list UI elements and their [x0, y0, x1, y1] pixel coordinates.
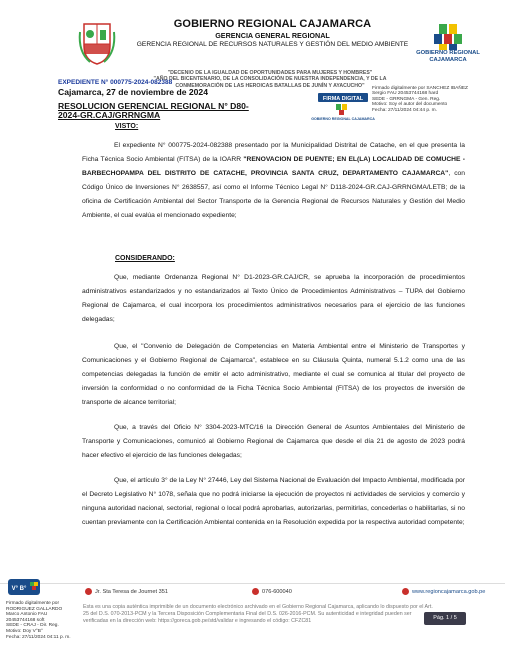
- signature-line-2: Sergio FAU 20453744168 hard: [372, 91, 439, 97]
- footer-divider: [0, 583, 505, 584]
- project-name: "RENOVACION DE PUENTE; EN EL(LA) LOCALIDAD DE COMUCHE - BARBECHOPAMPA DEL DISTRITO DE CATACHE, PROVINCIA SANTA CRUZ, DEPARTAMENTO CAJAMARCA": [82, 156, 465, 178]
- footer-website-text[interactable]: www.regioncajamarca.gob.pe: [412, 588, 486, 595]
- footer-phone: [252, 588, 292, 595]
- paragraph-visto: [82, 139, 465, 224]
- authenticity-note: Esta es una copia auténtica imprimible de un documento electrónico archivado en el Gobierno Regional Cajamarca, aplicando lo dispuesto por el Art. 25 del D.S. 070-2013-PCM y la Tercera Disposición Complementaria Final del D.S. 026-2016-PCM. Su autenticidad e integridad pueden ser verificadas en la dirección web: https://goreca.gob.pe/std/validar e ingresando el código: CFZC81: [83, 604, 433, 624]
- resolution-title: RESOLUCION GERENCIAL REGIONAL N° D80-2024-GR.CAJ/GRRNGMA: [58, 101, 249, 120]
- paragraph-oficio: [82, 421, 465, 463]
- decenio-line-2: "AÑO DEL BICENTENARIO, DE LA CONSOLIDACIÓN DE NUESTRA INDEPENDENCIA, Y DE LA: [153, 76, 387, 83]
- paragraph-visto-part-c: , con Código Único de Inversiones N° 2638557, así como el Informe Técnico Legal N° D118-2024-GR.CAJ-GRRNGMA/LETB; de la oficina de Certificación Ambiental del Sector Transporte de la Gerencia Regional de Recursos Naturales y Gestión del Medio Ambiente, el cual evalúa el mencionado expediente;: [82, 170, 465, 220]
- globe-icon: [402, 588, 409, 595]
- digital-signature-info: [372, 86, 487, 113]
- expediente-number: EXPEDIENTE N° 000775-2024-082388: [58, 79, 173, 86]
- signature-badge-text: FIRMA DIGITAL: [322, 96, 364, 102]
- location-icon: [85, 588, 92, 595]
- footer-phone-text: 076-600040: [262, 588, 292, 595]
- signature-line-5: Fecha: 27/11/2024 04:44 p. m.: [372, 107, 437, 113]
- phone-icon: [252, 588, 259, 595]
- secondary-signature-line-5: SEDE - CRAJ - Dir. Reg.: [6, 623, 59, 629]
- signature-line-3: SEDE - GRRNGMA - Gen. Reg.: [372, 96, 441, 102]
- letterhead-subtitle: GERENCIA GENERAL REGIONAL: [215, 31, 330, 40]
- letterhead-department: GERENCIA REGIONAL DE RECURSOS NATURALES Y GESTIÓN DEL MEDIO AMBIENTE: [136, 41, 409, 48]
- paragraph-ley-text: Que, el artículo 3° de la Ley N° 27446, Ley del Sistema Nacional de Evaluación del Impacto Ambiental, modificada por el Decreto Legislativo N° 1078, señala que no podrá iniciarse la ejecución de proyectos ni actividades de servicios y comercio y ninguna autoridad nacional, sectorial, regional o local podrá aprobarlas, autorizarlas, permitirlas, concederlas o habilitarlas, si no cuentan previamente con la Certificación Ambiental contenida en la Resolución expedida por la respectiva autoridad competente;: [82, 477, 465, 527]
- signature-line-4: Motivo: Soy el autor del documento: [372, 102, 448, 108]
- secondary-signature-line-4: 20453744168 soft: [6, 617, 45, 623]
- secondary-signature-info: [6, 601, 72, 640]
- secondary-signature-line-3: Marco Antonio FAU: [6, 612, 48, 618]
- decenio-line-3: CONMEMORACIÓN DE LAS HEROICAS BATALLAS DE JUNÍN Y AYACUCHO": [175, 82, 365, 89]
- secondary-signature-line-6: Motivo: Doy V°B°: [6, 628, 43, 634]
- considerando-heading: CONSIDERANDO:: [115, 255, 175, 262]
- signature-line-1: Firmado digitalmente por SANCHEZ IBAÑEZ: [372, 86, 468, 91]
- visto-heading: VISTO:: [115, 123, 139, 130]
- footer-website[interactable]: [402, 588, 485, 595]
- peru-coat-of-arms-icon: [78, 22, 116, 66]
- signature-badge-sub: GOBIERNO REGIONAL CAJAMARCA: [311, 117, 375, 121]
- cajamarca-logo-text: GOBIERNO REGIONAL CAJAMARCA: [416, 50, 480, 63]
- paragraph-convenio-text: Que, el "Convenio de Delegación de Competencias en Materia Ambiental entre el Ministerio de Transportes y Comunicaciones y el Gobierno Regional de Cajamarca", establece en su Cláusula Quinta, numeral 5.1.2 como una de las competencias delegadas la función de emitir el acto administrativo, mediante el cual se comunica al titular del proyecto de inversión la conformidad o no conformidad de la Ficha Técnica Socio Ambiental (FITSA) de los proyectos de inversión de transporte de alcance territorial;: [82, 343, 465, 407]
- secondary-signature-line-2: RODRIGUEZ GALLARDO: [6, 606, 63, 612]
- paragraph-ordenanza-text: Que, mediante Ordenanza Regional N° D1-2023-GR.CAJ/CR, se aprueba la incorporación de procedimientos administrativos estandarizados y no estandarizados al Texto Único de Procedimientos Administrativos – TUPA del Gobierno Regional de Cajamarca, el cual incorpora los procedimientos administrativos necesarios para el ejercicio de las funciones delegadas;: [82, 274, 465, 324]
- paragraph-convenio: [82, 340, 465, 410]
- paragraph-oficio-text: Que, a través del Oficio N° 3304-2023-MTC/16 la Dirección General de Asuntos Ambientales del Ministerio de Transporte y Comunicaciones, comunicó al Gobierno Regional de Cajamarca que desde el día 21 de agosto de 2023 podrá hacer efectivo el ejercicio de las funciones delegadas;: [82, 424, 465, 460]
- visto-bueno-stamp-icon: [8, 578, 40, 596]
- secondary-signature-line-7: Fecha: 27/11/2024 04:11 p. m.: [6, 634, 71, 640]
- paragraph-visto-part-a: El expediente N° 000775-2024-082388 presentado por la Municipalidad Distrital de Catache, en el que presenta la Ficha Técnica Socio Ambiental (FITSA) de la IOARR: [82, 142, 465, 164]
- document-date: Cajamarca, 27 de noviembre de 2024: [58, 87, 208, 97]
- page-number: Pág. 1 / 5: [424, 612, 466, 625]
- secondary-signature-line-1: Firmado digitalmente por: [6, 601, 60, 606]
- digital-signature-stamp-icon: [311, 89, 375, 121]
- footer-address-text: Jr. Sta Teresa de Journet 351: [95, 588, 168, 595]
- footer-address: [85, 588, 168, 595]
- visto-bueno-text: V° B°: [11, 586, 27, 592]
- letterhead: [130, 18, 415, 49]
- paragraph-ordenanza: [82, 271, 465, 327]
- letterhead-title: GOBIERNO REGIONAL CAJAMARCA: [173, 18, 372, 30]
- decenio-line-1: "DECENIO DE LA IGUALDAD DE OPORTUNIDADES PARA MUJERES Y HOMBRES": [167, 70, 373, 76]
- paragraph-ley: [82, 474, 465, 530]
